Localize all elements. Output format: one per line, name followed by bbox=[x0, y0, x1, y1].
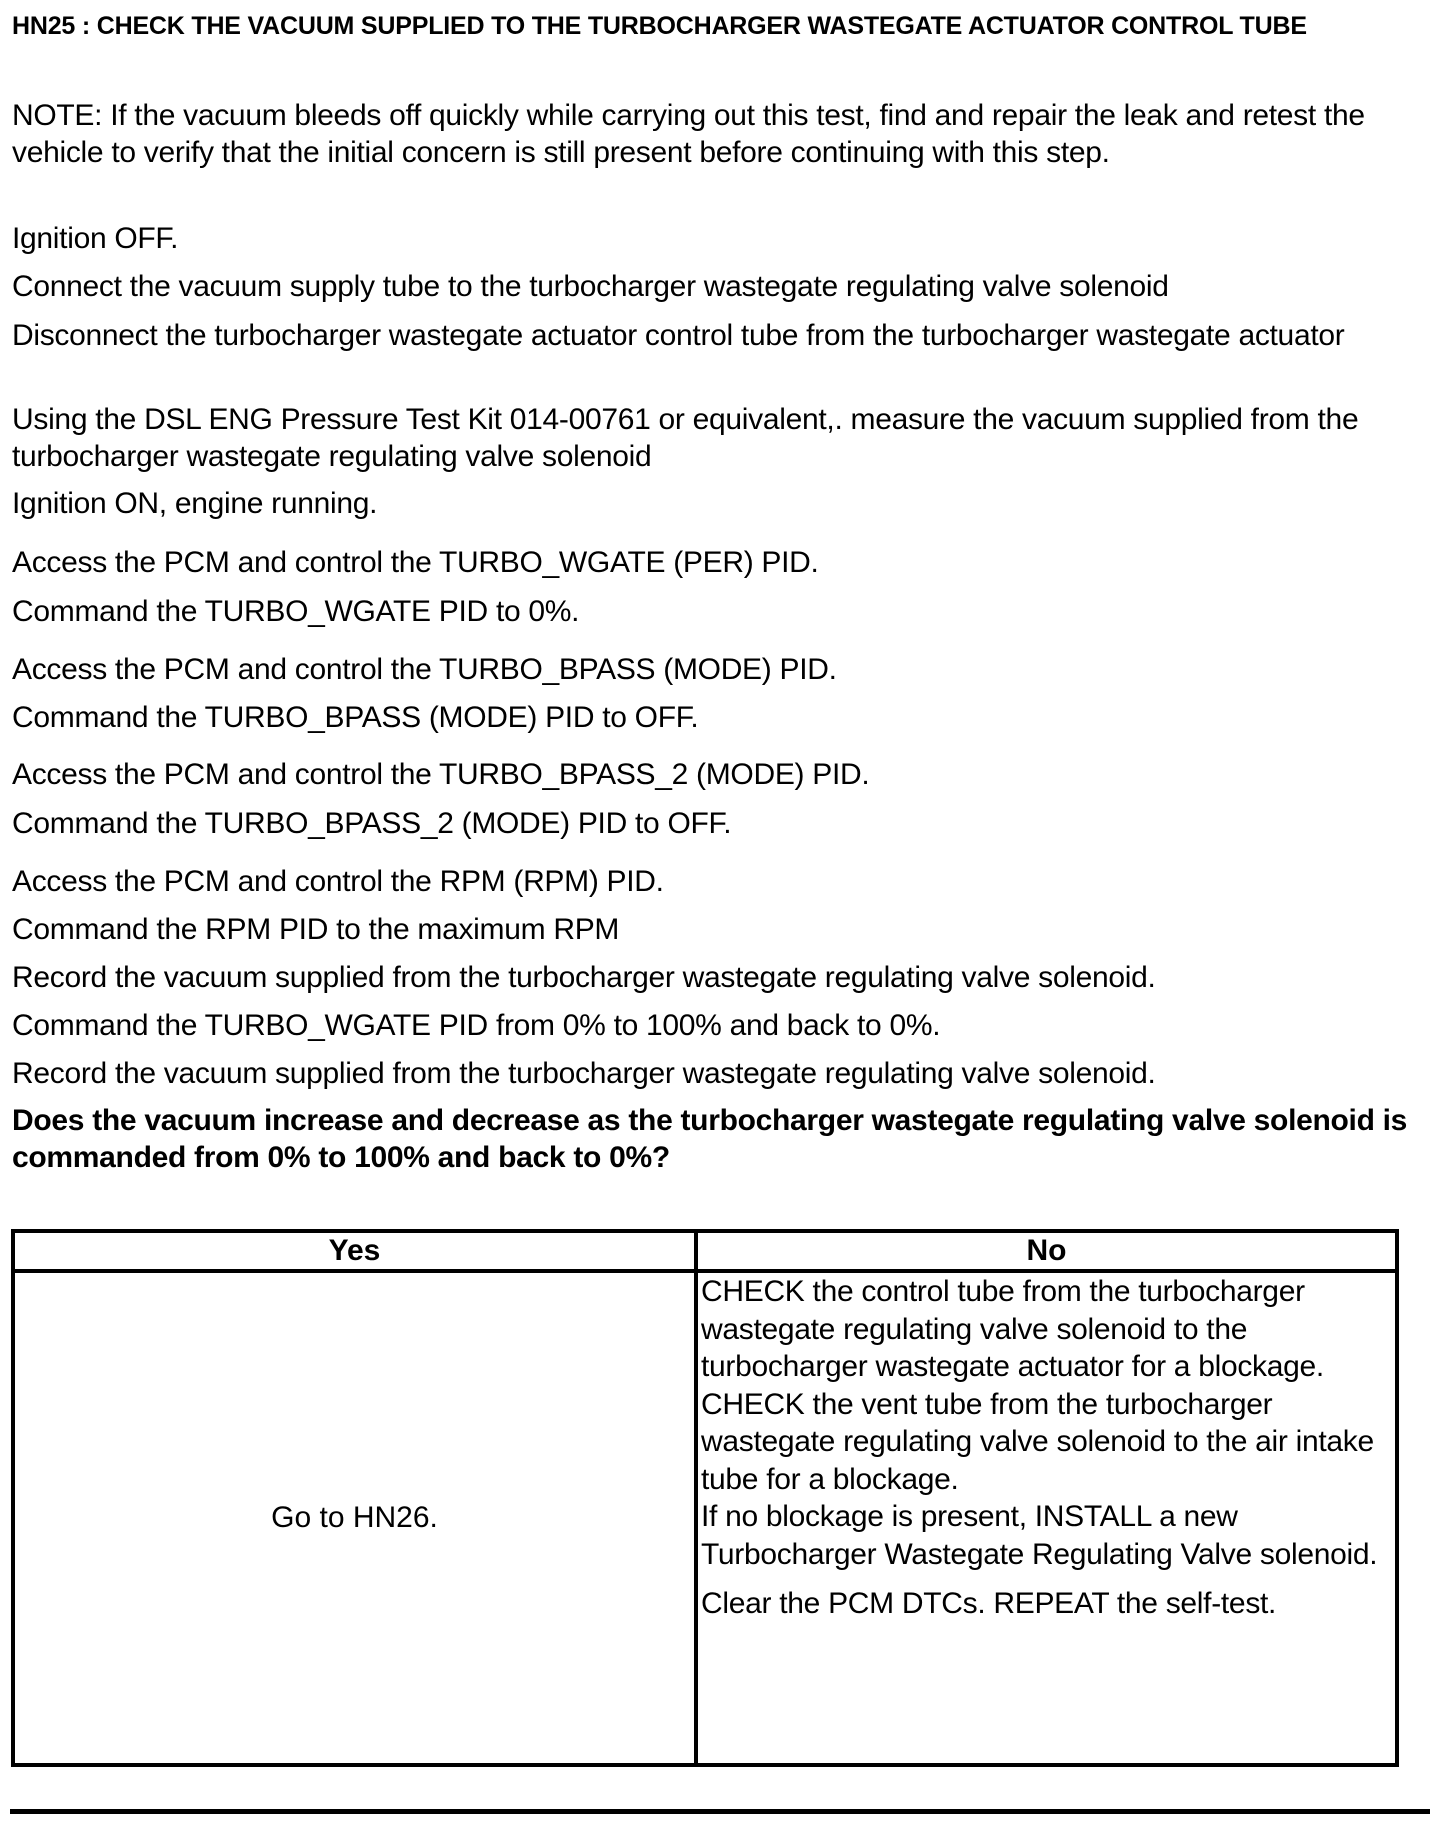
header-no: No bbox=[696, 1231, 1397, 1271]
no-cell bbox=[696, 1271, 1397, 1765]
step-command-wgate-sweep: Command the TURBO_WGATE PID from 0% to 100% and back to 0%. bbox=[12, 1009, 941, 1042]
step-heading: HN25 : CHECK THE VACUUM SUPPLIED TO THE TURBOCHARGER WASTEGATE ACTUATOR CONTROL TUBE bbox=[12, 12, 1307, 40]
step-ignition-on: Ignition ON, engine running. bbox=[12, 487, 378, 520]
step-command-rpm: Command the RPM PID to the maximum RPM bbox=[12, 913, 620, 946]
table-row bbox=[13, 1271, 1397, 1765]
step-access-bpass: Access the PCM and control the TURBO_BPASS (MODE) PID. bbox=[12, 653, 837, 686]
yes-action-link[interactable]: Go to HN26. bbox=[271, 1501, 438, 1534]
step-command-wgate: Command the TURBO_WGATE PID to 0%. bbox=[12, 595, 580, 628]
no-action-check-vent-tube: CHECK the vent tube from the turbocharger wastegate regulating valve solenoid to the air intake tube for a blockage. bbox=[701, 1387, 1374, 1496]
header-yes: Yes bbox=[13, 1231, 696, 1271]
no-action-install-solenoid: If no blockage is present, INSTALL a new Turbocharger Wastegate Regulating Valve solenoid. bbox=[701, 1500, 1378, 1571]
step-command-bpass2: Command the TURBO_BPASS_2 (MODE) PID to OFF. bbox=[12, 807, 732, 840]
step-record-vacuum-2: Record the vacuum supplied from the turbocharger wastegate regulating valve solenoid. bbox=[12, 1057, 1156, 1090]
yes-no-table bbox=[11, 1229, 1399, 1767]
step-measure-vacuum: Using the DSL ENG Pressure Test Kit 014-00761 or equivalent,. measure the vacuum supplied from the turbocharger wastegate regulating valve solenoid bbox=[12, 403, 1359, 473]
no-action-clear-dtcs: Clear the PCM DTCs. REPEAT the self-test. bbox=[701, 1587, 1277, 1620]
step-access-wgate: Access the PCM and control the TURBO_WGATE (PER) PID. bbox=[12, 546, 819, 579]
table-header-row bbox=[13, 1231, 1397, 1271]
note-text: NOTE: If the vacuum bleeds off quickly while carrying out this test, find and repair the leak and retest the vehicle to verify that the initial concern is still present before continuing with this step. bbox=[12, 99, 1365, 169]
step-connect-vacuum: Connect the vacuum supply tube to the turbocharger wastegate regulating valve solenoid bbox=[12, 270, 1169, 303]
bottom-divider bbox=[10, 1809, 1430, 1814]
step-record-vacuum-1: Record the vacuum supplied from the turbocharger wastegate regulating valve solenoid. bbox=[12, 961, 1156, 994]
step-access-bpass2: Access the PCM and control the TURBO_BPASS_2 (MODE) PID. bbox=[12, 758, 870, 791]
decision-question: Does the vacuum increase and decrease as the turbocharger wastegate regulating valve solenoid is commanded from 0% to 100% and back to 0%? bbox=[12, 1104, 1408, 1174]
step-command-bpass: Command the TURBO_BPASS (MODE) PID to OFF. bbox=[12, 701, 699, 734]
no-action-check-control-tube: CHECK the control tube from the turbocharger wastegate regulating valve solenoid to the turbocharger wastegate actuator for a blockage. bbox=[701, 1275, 1324, 1383]
step-ignition-off: Ignition OFF. bbox=[12, 222, 179, 255]
spacer bbox=[701, 1573, 1395, 1585]
yes-cell bbox=[13, 1271, 696, 1765]
step-access-rpm: Access the PCM and control the RPM (RPM) PID. bbox=[12, 865, 664, 898]
step-disconnect-tube: Disconnect the turbocharger wastegate actuator control tube from the turbocharger wastegate actuator bbox=[12, 319, 1345, 352]
